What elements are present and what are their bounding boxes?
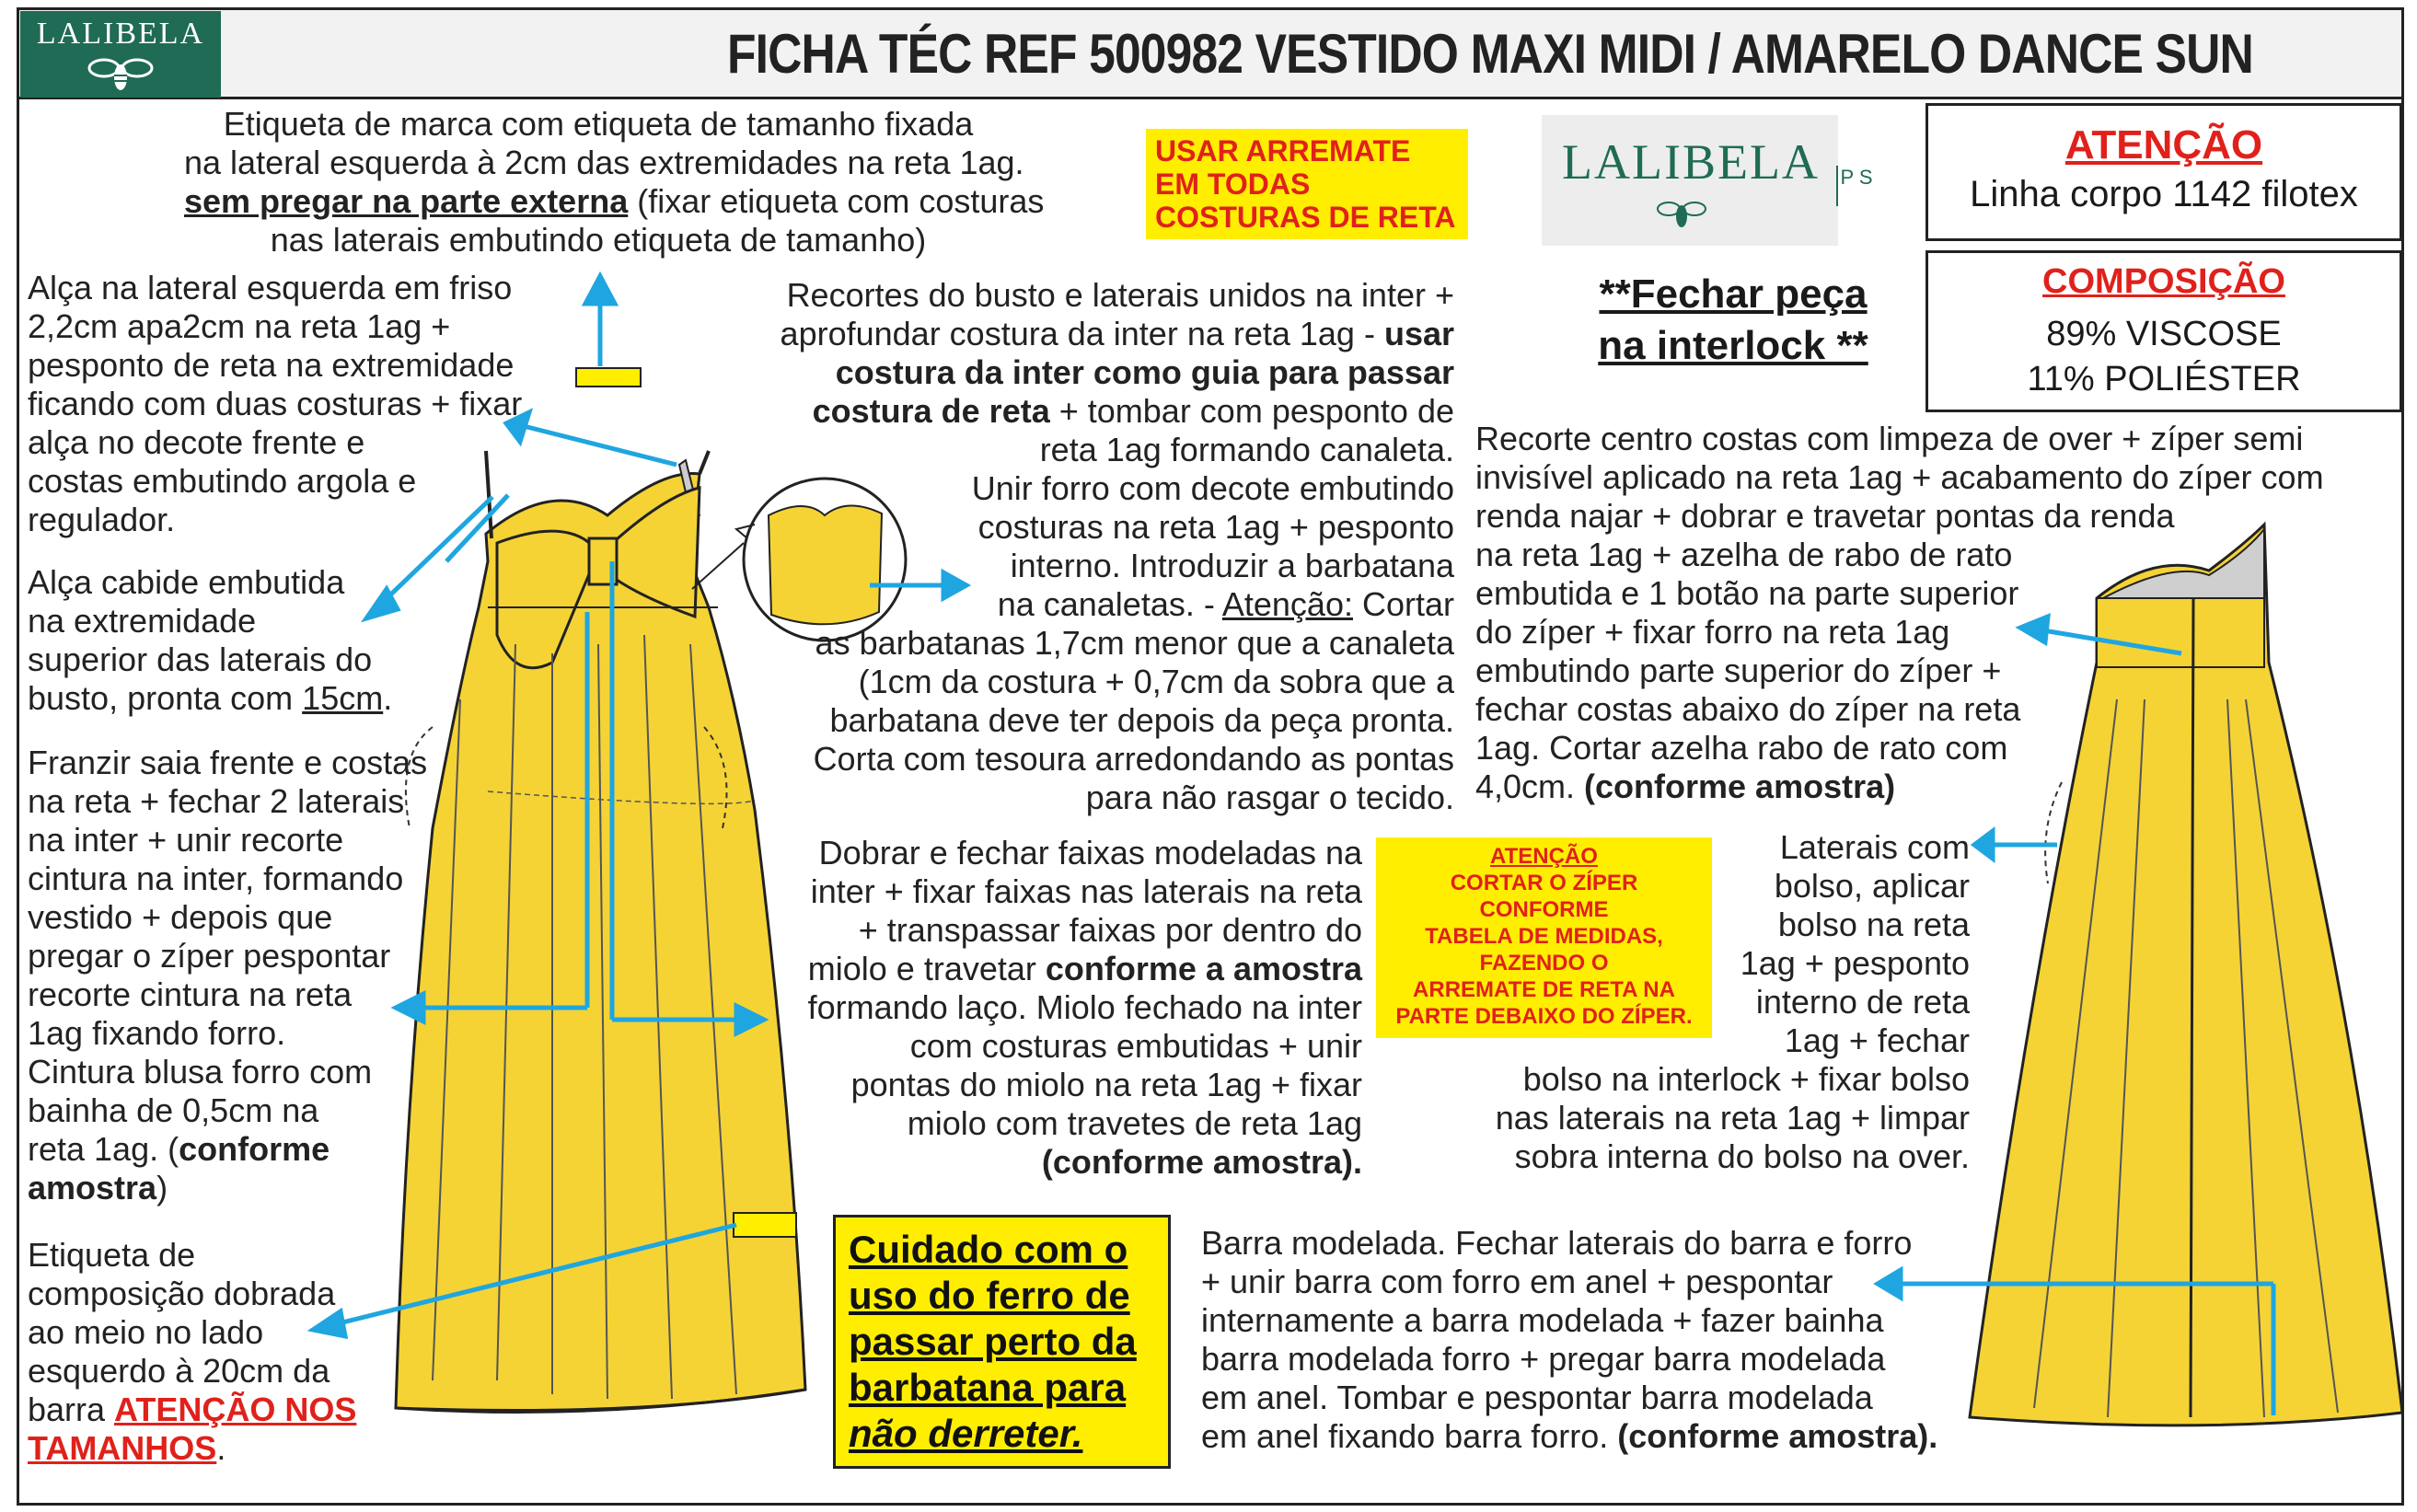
note-text: (fixar etiqueta com costuras bbox=[628, 182, 1045, 220]
note-emphasis: usar bbox=[1383, 315, 1454, 352]
page-title: FICHA TÉC REF 500982 VESTIDO MAXI MIDI / AMARELO DANCE SUN bbox=[727, 23, 2253, 85]
note-line: pontas do miolo na reta 1ag + fixar bbox=[850, 1066, 1362, 1103]
note-line: na lateral esquerda à 2cm das extremidades na reta 1ag. bbox=[184, 144, 1024, 181]
note-line: invisível aplicado na reta 1ag + acabamento do zíper com bbox=[1475, 458, 2324, 496]
note-line: nas laterais embutindo etiqueta de tamanho) bbox=[270, 221, 927, 259]
note-line: Laterais com bbox=[1779, 828, 1970, 866]
note-line: Franzir saia frente e costas bbox=[28, 744, 428, 781]
note-line: superior das laterais do bbox=[28, 641, 373, 678]
note-emphasis: 15cm bbox=[302, 679, 384, 717]
note-line: formando laço. Miolo fechado na inter bbox=[807, 988, 1362, 1026]
note-line: Unir forro com decote embutindo bbox=[971, 469, 1454, 507]
note-line bbox=[718, 950, 1362, 988]
note-line: em anel. Tombar e pespontar barra modelada bbox=[1201, 1379, 1873, 1416]
note-line: reta 1ag formando canaleta. bbox=[1039, 431, 1454, 468]
warning-line: passar perto da bbox=[849, 1320, 1137, 1363]
note-line: (1cm da costura + 0,7cm da sobra que a bbox=[858, 663, 1454, 700]
note-text: . bbox=[383, 679, 393, 717]
note-emphasis: Atenção: bbox=[1221, 585, 1353, 623]
note-line: pregar o zíper pespontar bbox=[28, 937, 391, 975]
note-recorte-costas bbox=[1475, 420, 2324, 806]
note-line: para não rasgar o tecido. bbox=[1085, 779, 1454, 816]
note-line: recorte cintura na reta bbox=[28, 975, 353, 1013]
notice-line: USAR ARREMATE bbox=[1155, 134, 1411, 167]
note-line: Corta com tesoura arredondando as pontas bbox=[813, 740, 1454, 778]
notice-line: PARTE DEBAIXO DO ZÍPER. bbox=[1395, 1004, 1693, 1029]
composicao-title: COMPOSIÇÃO bbox=[2042, 262, 2285, 301]
note-line: do zíper + fixar forro na reta 1ag bbox=[1475, 613, 1950, 651]
note-line bbox=[1201, 1417, 1937, 1456]
note-line: internamente a barra modelada + fazer bainha bbox=[1201, 1301, 1884, 1339]
notice-line: EM TODAS bbox=[1155, 167, 1311, 201]
notice-line: ATENÇÃO bbox=[1490, 844, 1598, 869]
note-line: na extremidade bbox=[28, 602, 257, 640]
warning-line: Cuidado com o bbox=[849, 1228, 1128, 1271]
note-text: miolo e travetar bbox=[807, 950, 1046, 987]
note-warning: TAMANHOS bbox=[28, 1429, 217, 1467]
note-line: Etiqueta de bbox=[28, 1236, 196, 1274]
atencao-box bbox=[1926, 103, 2402, 241]
note-emphasis: amostra bbox=[28, 1169, 157, 1206]
note-text: 4,0cm. bbox=[1475, 768, 1585, 805]
note-emphasis: sem pregar na parte externa bbox=[184, 182, 629, 220]
note-line: costas embutindo argola e bbox=[28, 462, 417, 500]
note-line bbox=[28, 1130, 427, 1169]
notice-line: CORTAR O ZÍPER bbox=[1450, 871, 1638, 895]
note-line: (conforme amostra). bbox=[1041, 1143, 1362, 1181]
note-line: regulador. bbox=[28, 501, 176, 538]
note-line: Cintura blusa forro com bbox=[28, 1053, 373, 1091]
note-emphasis: (conforme amostra). bbox=[1617, 1417, 1938, 1455]
note-emphasis: conforme a amostra bbox=[1045, 950, 1362, 987]
notice-line: FAZENDO O bbox=[1479, 951, 1609, 975]
note-line: na inter + unir recorte bbox=[28, 821, 344, 859]
note-text: Cortar bbox=[1352, 585, 1454, 623]
note-emphasis: costura de reta bbox=[812, 392, 1050, 430]
note-line: 2,2cm apa2cm na reta 1ag + bbox=[28, 307, 451, 345]
brand-badge: P S bbox=[1836, 166, 1875, 206]
note-line: barra modelada forro + pregar barra modelada bbox=[1201, 1340, 1886, 1378]
note-line: 1ag. Cortar azelha rabo de rato com bbox=[1475, 729, 2008, 767]
note-line: Alça cabide embutida bbox=[28, 563, 345, 601]
note-line: sobra interna do bolso na over. bbox=[1514, 1137, 1970, 1175]
note-line: embutida e 1 botão na parte superior bbox=[1475, 574, 2019, 612]
note-line bbox=[700, 315, 1454, 353]
note-line: bainha de 0,5cm na bbox=[28, 1091, 319, 1129]
arremate-notice bbox=[1146, 129, 1468, 239]
note-line: interno. Introduzir a barbatana bbox=[1010, 547, 1454, 584]
note-line: inter + fixar faixas nas laterais na reta bbox=[810, 872, 1362, 910]
note-line bbox=[28, 1429, 356, 1468]
notice-line: COSTURAS DE RETA bbox=[1155, 201, 1456, 234]
note-line: 1ag + pesponto bbox=[1740, 944, 1970, 982]
cuidado-warning-box bbox=[833, 1215, 1171, 1469]
note-line bbox=[700, 585, 1454, 624]
note-text: . bbox=[216, 1429, 226, 1467]
note-line: alça no decote frente e bbox=[28, 423, 365, 461]
brand-tag-name: LALIBELA bbox=[1562, 134, 1820, 190]
note-line: Alça na lateral esquerda em friso bbox=[28, 269, 513, 306]
note-line: bolso, aplicar bbox=[1774, 867, 1970, 905]
composicao-box bbox=[1926, 250, 2402, 412]
note-text: busto, pronta com bbox=[28, 679, 303, 717]
note-line: + transpassar faixas por dentro do bbox=[858, 911, 1362, 949]
note-line: pesponto de reta na extremidade bbox=[28, 346, 515, 384]
note-warning: ATENÇÃO NOS bbox=[114, 1391, 357, 1428]
note-etiqueta-composicao bbox=[28, 1236, 356, 1468]
note-franzir bbox=[28, 744, 427, 1207]
warning-line: não derreter. bbox=[849, 1412, 1083, 1455]
atencao-text: Linha corpo 1142 filotex bbox=[1970, 174, 2358, 214]
note-line: nas laterais na reta 1ag + limpar bbox=[1495, 1099, 1970, 1137]
note-line: na reta 1ag + azelha de rabo de rato bbox=[1475, 536, 2013, 573]
note-line: + unir barra com forro em anel + pespontar bbox=[1201, 1263, 1833, 1300]
note-text: na canaletas. - bbox=[997, 585, 1222, 623]
note-recortes-busto bbox=[700, 276, 1454, 817]
note-line bbox=[28, 679, 392, 718]
note-alca-cabide bbox=[28, 563, 392, 718]
note-line: **Fechar peça bbox=[1599, 271, 1868, 317]
note-line: na reta + fechar 2 laterais bbox=[28, 782, 405, 820]
note-laterais-bolso bbox=[1436, 828, 1970, 1176]
note-text: em anel fixando barra forro. bbox=[1201, 1417, 1618, 1455]
note-alca-lateral bbox=[28, 269, 522, 539]
note-line: miolo com travetes de reta 1ag bbox=[907, 1104, 1362, 1142]
note-line: Etiqueta de marca com etiqueta de tamanho fixada bbox=[223, 105, 974, 143]
note-text: + tombar com pesponto de bbox=[1049, 392, 1454, 430]
warning-line: uso do ferro de bbox=[849, 1274, 1130, 1317]
note-line: embutindo parte superior do zíper + bbox=[1475, 652, 2002, 689]
note-text: barra bbox=[28, 1391, 115, 1428]
note-line: bolso na reta bbox=[1777, 906, 1970, 943]
note-text: reta 1ag. ( bbox=[28, 1130, 179, 1168]
note-line bbox=[28, 1169, 427, 1207]
note-line: costuras na reta 1ag + pesponto bbox=[977, 508, 1454, 546]
note-text: ) bbox=[156, 1169, 168, 1206]
note-line: barbatana deve ter depois da peça pronta. bbox=[829, 701, 1454, 739]
note-line: bolso na interlock + fixar bolso bbox=[1522, 1060, 1970, 1098]
notice-line: ARREMATE DE RETA NA bbox=[1413, 977, 1675, 1002]
note-line: as barbatanas 1,7cm menor que a canaleta bbox=[815, 624, 1454, 662]
atencao-title: ATENÇÃO bbox=[2064, 122, 2263, 167]
notice-line: TABELA DE MEDIDAS, bbox=[1425, 924, 1663, 949]
note-line: Dobrar e fechar faixas modeladas na bbox=[818, 834, 1362, 871]
note-barra bbox=[1201, 1224, 1937, 1456]
note-line: 1ag + fechar bbox=[1784, 1021, 1970, 1059]
note-line: com costuras embutidas + unir bbox=[909, 1027, 1362, 1065]
note-line: ficando com duas costuras + fixar bbox=[28, 385, 523, 422]
brand-name: LALIBELA bbox=[36, 17, 205, 51]
note-line: Barra modelada. Fechar laterais do barra e forro bbox=[1201, 1224, 1913, 1262]
fechar-interlock-note bbox=[1581, 269, 1885, 372]
note-line: interno de reta bbox=[1755, 983, 1970, 1021]
notice-line: CONFORME bbox=[1479, 897, 1609, 922]
note-faixas bbox=[718, 834, 1362, 1182]
note-line: ao meio no lado bbox=[28, 1313, 264, 1351]
note-etiqueta-marca bbox=[184, 105, 1045, 260]
note-emphasis: conforme bbox=[179, 1130, 330, 1168]
note-line: na interlock ** bbox=[1598, 323, 1868, 368]
note-text: aprofundar costura da inter na reta 1ag - bbox=[780, 315, 1384, 352]
note-line bbox=[28, 1391, 356, 1429]
note-line: costura da inter como guia para passar bbox=[835, 353, 1454, 391]
composicao-line: 89% VISCOSE bbox=[2046, 315, 2282, 353]
note-line: Recorte centro costas com limpeza de over + zíper semi bbox=[1475, 420, 2304, 457]
note-line: Recortes do busto e laterais unidos na inter + bbox=[786, 276, 1454, 314]
note-line: renda najar + dobrar e travetar pontas da renda bbox=[1475, 497, 2175, 535]
note-line: fechar costas abaixo do zíper na reta bbox=[1475, 690, 2021, 728]
composicao-line: 11% POLIÉSTER bbox=[2027, 360, 2301, 398]
note-line: esquerdo à 20cm da bbox=[28, 1352, 330, 1390]
bee-icon bbox=[1654, 196, 1709, 233]
note-line bbox=[1475, 768, 2324, 806]
note-line: composição dobrada bbox=[28, 1275, 336, 1312]
note-line: cintura na inter, formando bbox=[28, 860, 404, 897]
warning-line: barbatana para bbox=[849, 1366, 1127, 1409]
brand-tag bbox=[1542, 115, 1873, 246]
note-line bbox=[184, 182, 1045, 221]
note-emphasis: (conforme amostra) bbox=[1584, 768, 1896, 805]
note-line bbox=[700, 392, 1454, 431]
note-line: vestido + depois que bbox=[28, 898, 333, 936]
note-line: 1ag fixando forro. bbox=[28, 1014, 286, 1052]
